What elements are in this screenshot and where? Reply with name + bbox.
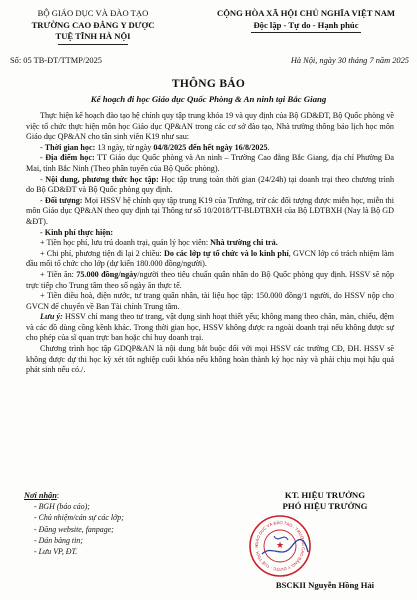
time-end: . bbox=[267, 142, 270, 152]
recipients-label: Nơi nhận bbox=[24, 491, 57, 500]
time-label: Thời gian học: bbox=[44, 142, 96, 152]
header-right bbox=[200, 8, 412, 33]
svg-text:★: ★ bbox=[275, 540, 285, 550]
subjects-text: Mọi HSSV hệ chính quy tập trung K19 của Trường, trừ các đối tượng được miễn học, miễn thi môn Giáo dục QP&AN theo quy định tại Thông tư số 10/2018/TT-BLĐTBXH của Bộ LĐTBXH (Nay là Bộ GD &ĐT). bbox=[26, 195, 394, 226]
recipient-item: - Đăng website, fanpage; bbox=[34, 524, 114, 534]
time-dates: 04/8/2025 đến hết ngày 16/8/2025 bbox=[153, 142, 268, 152]
document-subtitle: Kế hoạch đi học Giáo dục Quốc Phòng & An ninh tại Bắc Giang bbox=[90, 94, 327, 104]
recipient-item: - Dán bảng tin; bbox=[34, 535, 83, 545]
fee-line-1: + Tiền học phí, lưu trú doanh trại, quản lý học viên: Nhà trường chi trả. bbox=[40, 238, 278, 248]
note-item bbox=[26, 312, 394, 344]
intro-paragraph: Thực hiện kế hoạch đào tạo hệ chính quy tập trung khóa 19 và quy định của Bộ GD&ĐT, Bộ Quốc phòng về việc tổ chức thực hiện môn học Giáo dục QP&AN trong các cơ sở đào tạo, Nhà trường thông báo lịch học môn Giáo dục QP&AN cho tân sinh viên K19 như sau: bbox=[26, 111, 394, 142]
ministry-name: BỘ GIÁO DỤC VÀ ĐÀO TẠO bbox=[37, 8, 149, 18]
seal-text: GIÁO DỤC VÀ ĐÀO TẠO · TRƯỜNG CAO ĐẲNG Y DƯỢC · TUỆ TĨNH · H bbox=[253, 519, 307, 573]
header-right-underline bbox=[251, 32, 361, 33]
school-seal-stamp bbox=[248, 514, 312, 578]
fee-1-bold: Nhà trường chi trả. bbox=[210, 238, 278, 248]
fee-2-end: , GVCN lớp có trách nhiệm làm đầu mối tổ chức cho lớp (dự kiến 180.000 đồng/người). bbox=[26, 248, 394, 269]
fee-2-text: Chi phí, phương tiện đi lại 2 chiều: bbox=[46, 248, 164, 258]
nation-name: CỘNG HÒA XÃ HỘI CHỦ NGHĨA VIỆT NAM bbox=[216, 8, 396, 18]
signature-role-1: KT. HIỆU TRƯỞNG bbox=[284, 490, 366, 500]
recipient-item: - Lưu VP, ĐT. bbox=[34, 547, 78, 557]
content-item: - Nội dung, phương thức học tập: Học tập trung toàn thời gian (24/24h) tại doanh trại theo chương trình do Bộ GD&ĐT và Bộ Quốc phòng quy định. bbox=[26, 174, 395, 195]
signer-name: BSCKII Nguyễn Hồng Hải bbox=[275, 580, 375, 590]
fees-label: Kinh phí thực hiện: bbox=[44, 227, 114, 237]
time-text: 13 ngày, từ ngày bbox=[95, 142, 154, 152]
header-left-underline bbox=[58, 44, 128, 45]
recipient-item: - BGH (báo cáo); bbox=[34, 502, 90, 512]
header-left bbox=[8, 8, 178, 45]
place-text: TT Giáo dục Quốc phòng và An ninh – Trường Cao đẳng Bắc Giang, địa chỉ Phường Đa Mai, tỉnh Bắc Ninh (Theo phân tuyến của Bộ Quốc phòng). bbox=[26, 153, 395, 173]
note-text: HSSV chỉ mang theo tư trang, vật dụng sinh hoạt thiết yếu; không mang theo chăn, màn, chiếu, đệm và các đồ dùng cồng kềnh khác. Trong thời gian học, HSSV không được ra ngoài doanh trại nếu không được sự cho phép của sĩ quan trực ban hoặc chỉ huy doanh trại. bbox=[26, 312, 394, 343]
document-body bbox=[26, 111, 394, 376]
closing-paragraph: Chương trình học tập GDQP&AN là nội dung bắt buộc đối với mọi HSSV các trường CĐ, ĐH. HSSV sẽ không được dự thi học kỳ xét tốt nghiệp cuối khóa nếu không hoàn thành kỳ học này và phải chịu mọi hậu quả phát sinh nếu có./. bbox=[26, 344, 394, 375]
fee-2-bold: Do các lớp tự tổ chức và lo kinh phí bbox=[163, 248, 289, 258]
fee-line-3: + Tiền ăn: 75.000 đồng/ngày/người theo tiêu chuẩn quân nhân do Bộ Quốc phòng quy định. HSSV sẽ nộp trực tiếp cho Trung tâm theo số ngày ăn thực tế. bbox=[26, 269, 395, 290]
recipient-item: - Chủ nhiệm/cán sự các lớp; bbox=[34, 513, 124, 523]
place-label: Địa điểm học: bbox=[45, 153, 95, 163]
fee-3-text: Tiền ăn: bbox=[46, 269, 77, 279]
fee-1-text: Tiền học phí, lưu trú doanh trại, quản lý học viên: bbox=[46, 238, 211, 248]
note-label: Lưu ý: bbox=[40, 312, 63, 322]
school-name-line2: TUỆ TĨNH HÀ NỘI bbox=[55, 31, 131, 41]
recipients-heading: Nơi nhận: bbox=[24, 491, 60, 500]
fee-3-end: /người theo tiêu chuẩn quân nhân do Bộ Quốc phòng quy định. HSSV sẽ nộp trực tiếp cho Trung tâm theo số ngày ăn thực tế. bbox=[26, 269, 395, 290]
document-title: THÔNG BÁO bbox=[171, 78, 246, 90]
fees-item: - Kinh phí thực hiện: bbox=[40, 227, 114, 237]
fee-line-4: + Tiền điều hoà, điện nước, tư trang quân nhân, tài liệu học tập: 150.000 đồng/1 người, do HSSV nộp cho GVCN để chuyển về Ban Tài chính Trung tâm. bbox=[26, 291, 394, 311]
document-number: Số: 05 TB-ĐT/TTMP/2025 bbox=[10, 56, 102, 65]
subjects-item: - Đối tượng: Mọi HSSV hệ chính quy tập trung K19 của Trường, trừ các đối tượng được miễn học, miễn thi môn Giáo dục QP&AN theo quy định tại Thông tư số 10/2018/TT-BLĐTBXH của Bộ LĐTBXH (Nay là Bộ GD &ĐT). bbox=[26, 195, 394, 226]
signature-role-2: PHÓ HIỆU TRƯỞNG bbox=[282, 501, 368, 511]
signature-block bbox=[240, 490, 410, 512]
fee-3-bold: 75.000 đồng/ngày bbox=[76, 269, 138, 279]
subjects-label: Đối tượng: bbox=[44, 195, 83, 205]
fee-line-2: + Chi phí, phương tiện đi lại 2 chiều: Do các lớp tự tổ chức và lo kinh phí, GVCN lớp có trách nhiệm làm đầu mối tổ chức cho lớp (dự kiến 180.000 đồng/người). bbox=[26, 248, 394, 269]
fee-4-text: Tiền điều hoà, điện nước, tư trang quân nhân, tài liệu học tập: 150.000 đồng/1 người, do HSSV nộp cho GVCN để chuyển về Ban Tài chính Trung tâm. bbox=[26, 291, 394, 311]
content-label: Nội dung, phương thức học tập: bbox=[45, 174, 159, 184]
time-item: - Thời gian học: 13 ngày, từ ngày 04/8/2025 đến hết ngày 16/8/2025. bbox=[40, 142, 270, 152]
content-text: Học tập trung toàn thời gian (24/24h) tại doanh trại theo chương trình do Bộ GD&ĐT và Bộ Quốc phòng quy định. bbox=[26, 174, 395, 195]
school-name-line1: TRƯỜNG CAO ĐẲNG Y DƯỢC bbox=[31, 19, 155, 30]
recipients-block bbox=[24, 490, 124, 557]
document-date: Hà Nội, ngày 30 tháng 7 năm 2025 bbox=[290, 56, 409, 65]
nation-motto: Độc lập - Tự do - Hạnh phúc bbox=[253, 19, 359, 30]
place-item: - Địa điểm học: TT Giáo dục Quốc phòng và An ninh – Trường Cao đẳng Bắc Giang, địa chỉ Phường Đa Mai, tỉnh Bắc Ninh (Theo phân tuyến của Bộ Quốc phòng). bbox=[26, 153, 395, 173]
